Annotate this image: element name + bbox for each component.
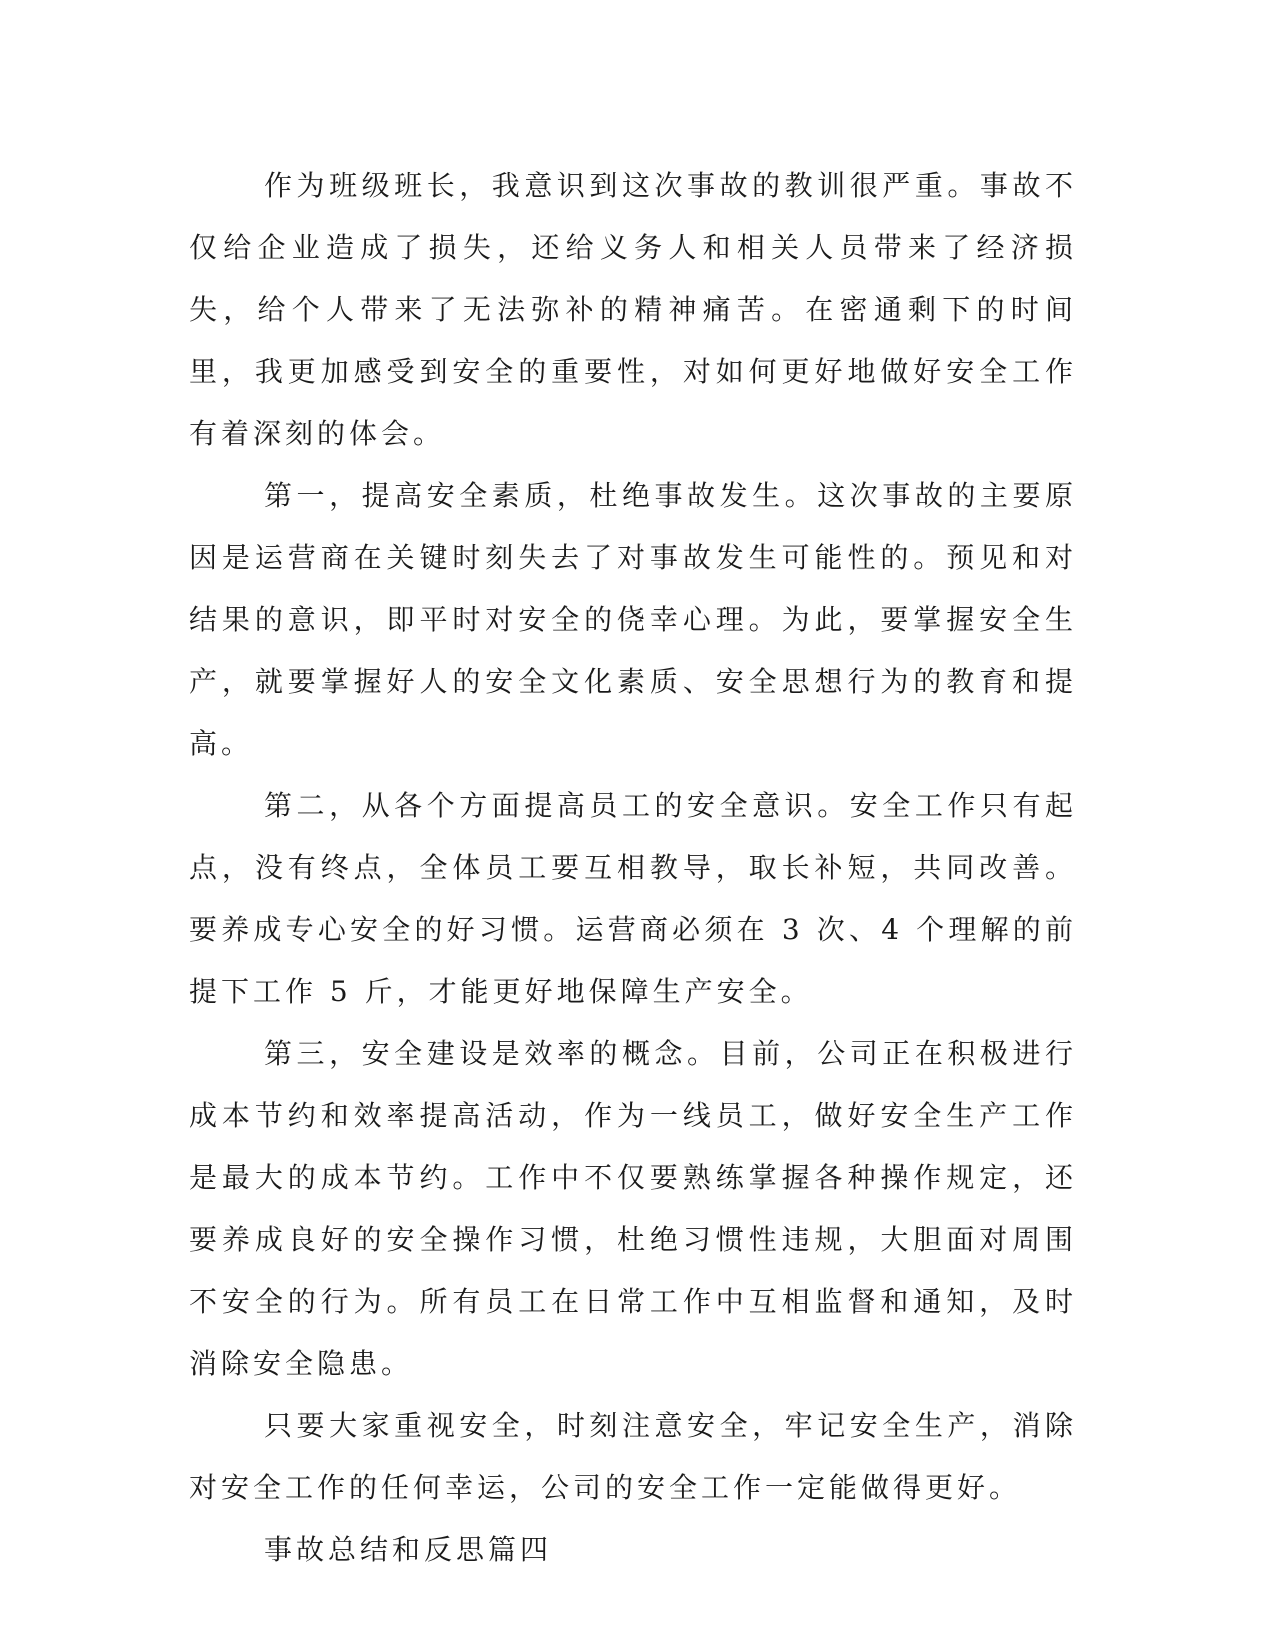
paragraph-conclusion: 只要大家重视安全，时刻注意安全，牢记安全生产，消除对安全工作的任何幸运，公司的安全工作一定能做得更好。 [189, 1409, 1077, 1504]
document-body [189, 155, 1077, 1581]
paragraph-point-three: 第三，安全建设是效率的概念。目前，公司正在积极进行成本节约和效率提高活动，作为一线员工，做好安全生产工作是最大的成本节约。工作中不仅要熟练掌握各种操作规定，还要养成良好的安全操作习惯，杜绝习惯性违规，大胆面对周围不安全的行为。所有员工在日常工作中互相监督和通知，及时消除安全隐患。 [189, 1037, 1077, 1380]
paragraph-point-one: 第一，提高安全素质，杜绝事故发生。这次事故的主要原因是运营商在关键时刻失去了对事故发生可能性的。预见和对结果的意识，即平时对安全的侥幸心理。为此，要掌握安全生产，就要掌握好人的安全文化素质、安全思想行为的教育和提高。 [189, 479, 1077, 760]
paragraph-class-monitor-reflection: 作为班级班长，我意识到这次事故的教训很严重。事故不仅给企业造成了损失，还给义务人和相关人员带来了经济损失，给个人带来了无法弥补的精神痛苦。在密通剩下的时间里，我更加感受到安全的重要性，对如何更好地做好安全工作有着深刻的体会。 [189, 169, 1077, 450]
paragraph-point-two: 第二，从各个方面提高员工的安全意识。安全工作只有起点，没有终点，全体员工要互相教导，取长补短，共同改善。要养成专心安全的好习惯。运营商必须在 3 次、4 个理解的前提下工作 5 斤，才能更好地保障生产安全。 [189, 789, 1077, 1008]
section-heading: 事故总结和反思篇四 [264, 1533, 553, 1566]
